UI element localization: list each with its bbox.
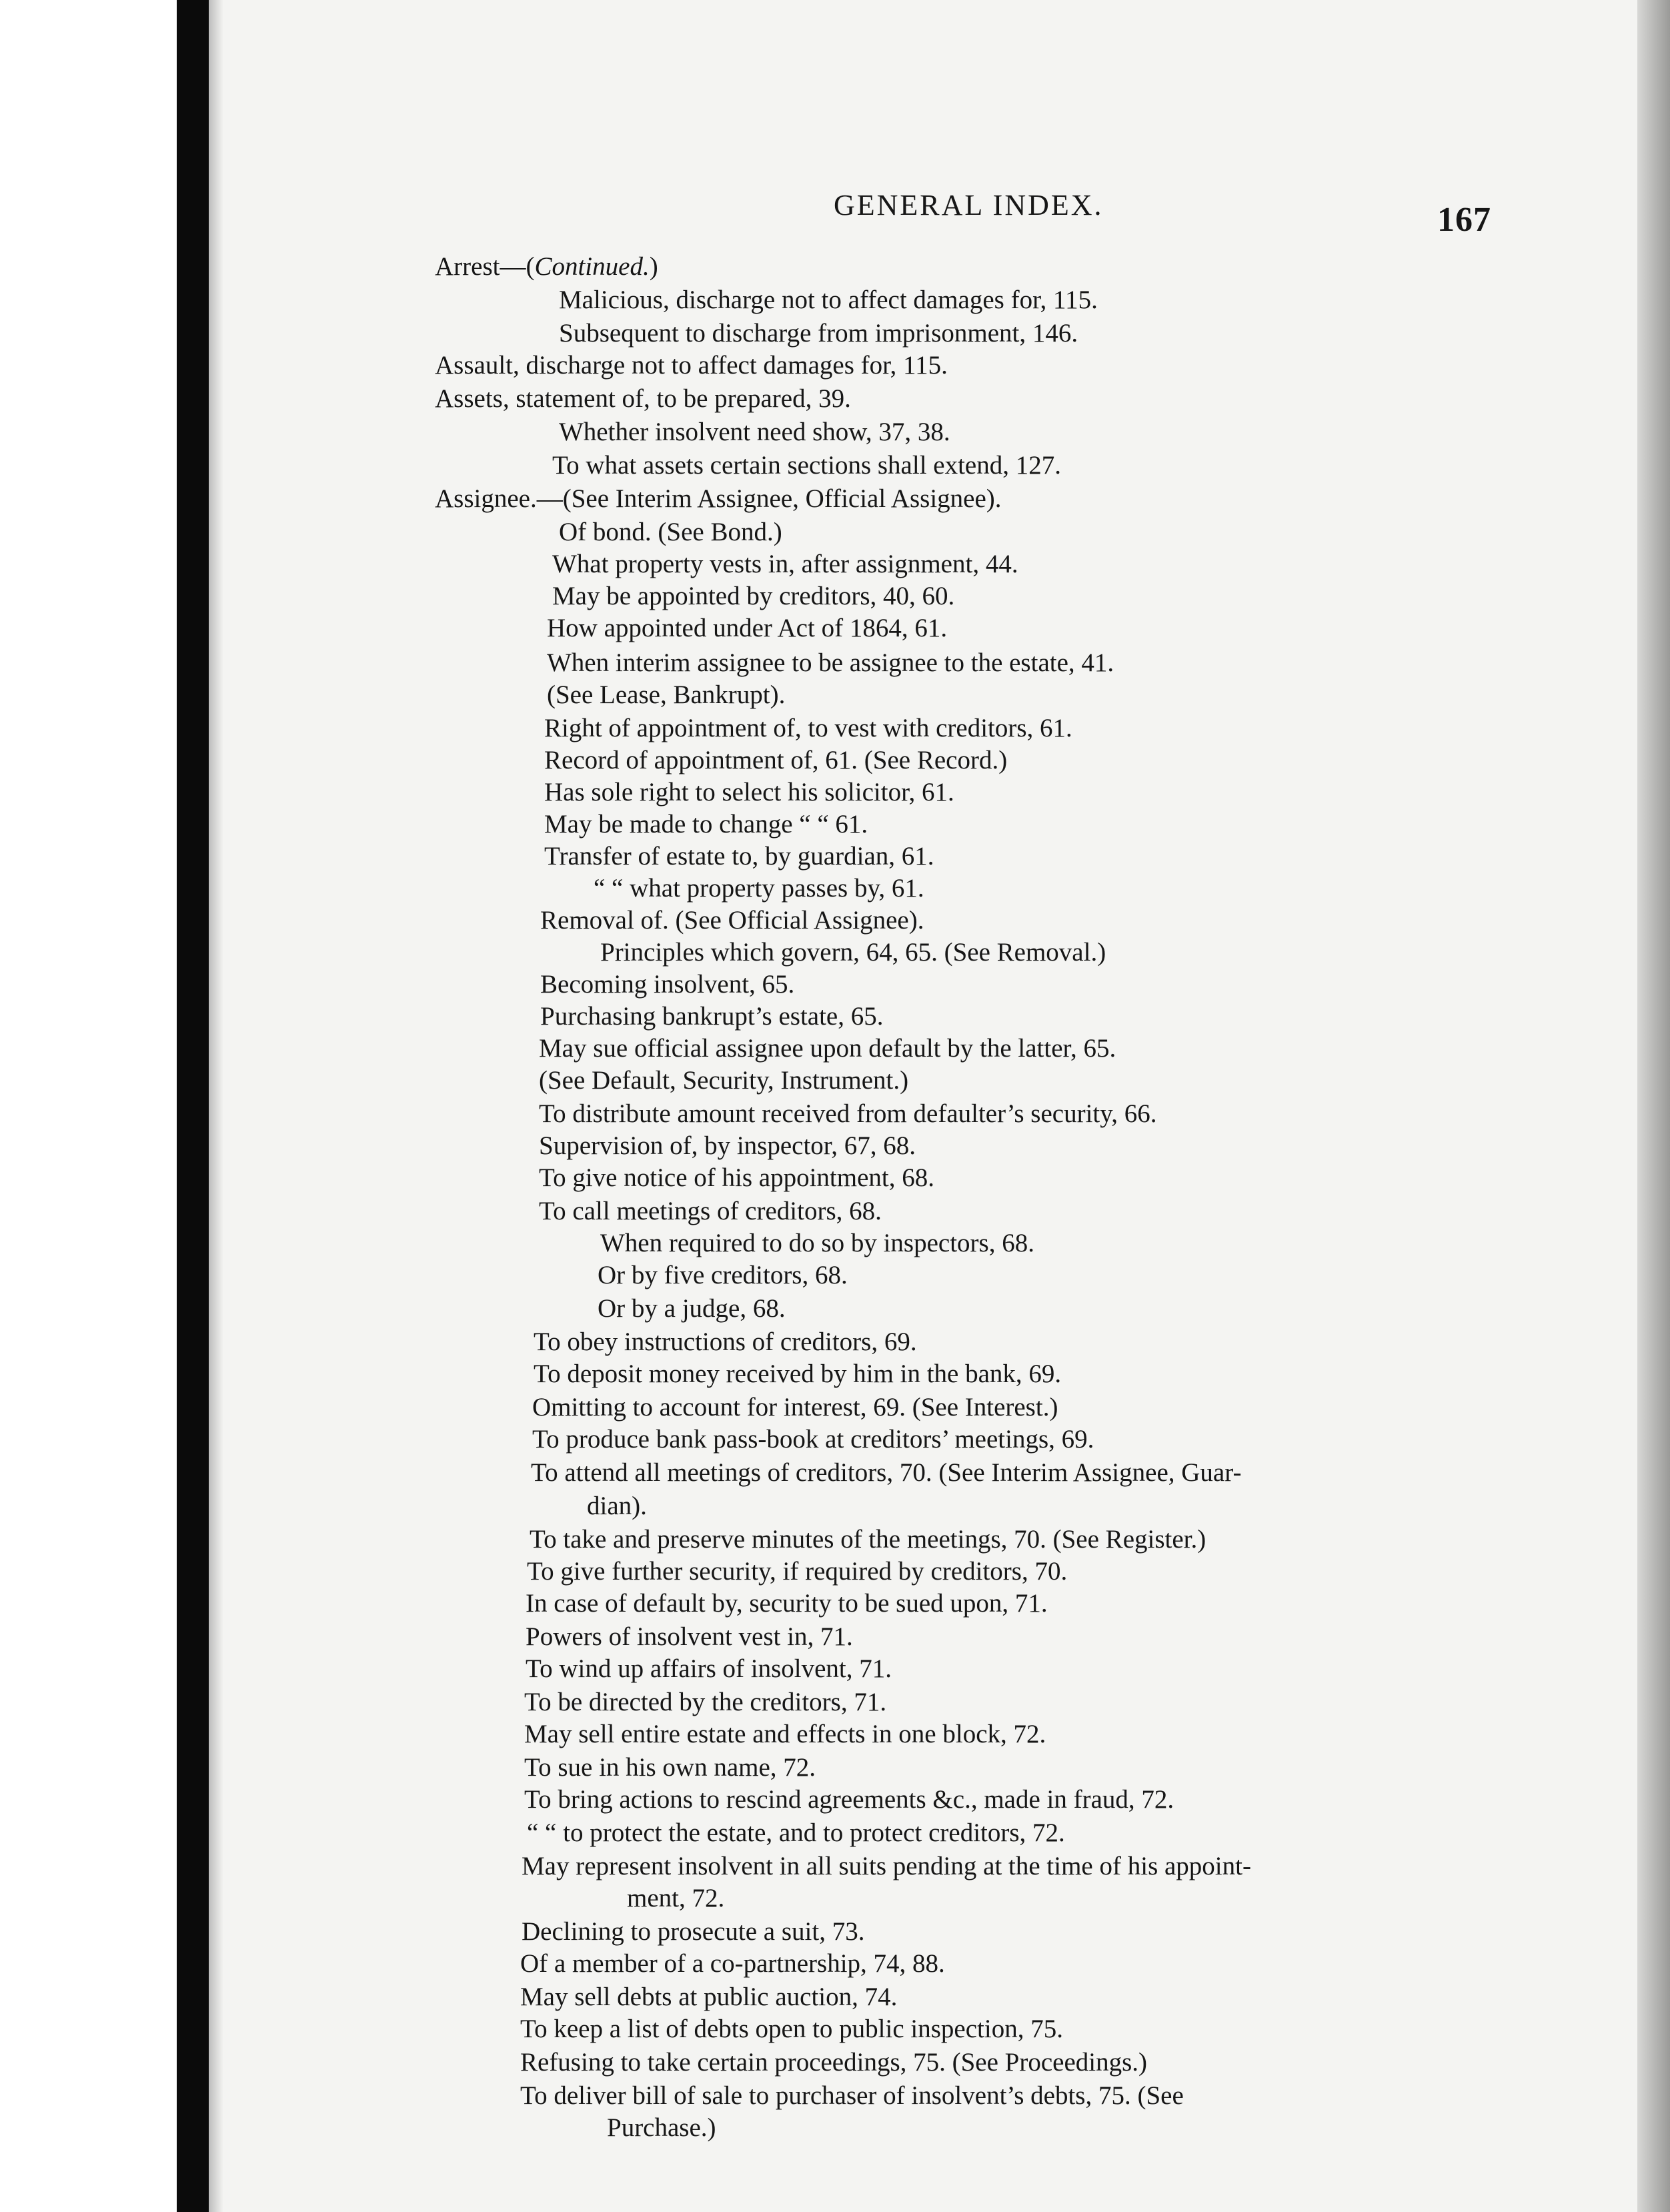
index-entry-text: Subsequent to discharge from imprisonment, 146. bbox=[559, 319, 1078, 348]
index-entry-text: (See Default, Security, Instrument.) bbox=[539, 1066, 909, 1095]
index-entry bbox=[530, 1525, 1206, 1554]
index-entry-text: Assignee.—(See Interim Assignee, Official Assignee). bbox=[435, 484, 1002, 513]
index-entry-text: To bring actions to rescind agreements &c., made in fraud, 72. bbox=[524, 1785, 1174, 1814]
index-entry bbox=[547, 648, 1114, 678]
index-entry bbox=[435, 484, 1002, 514]
index-entry bbox=[524, 1688, 886, 1717]
index-entry-text: To what assets certain sections shall extend, 127. bbox=[552, 451, 1061, 480]
index-entry-text: May sell entire estate and effects in one block, 72. bbox=[524, 1720, 1046, 1748]
index-entry bbox=[598, 1294, 786, 1323]
index-entry-text: ment, 72. bbox=[627, 1884, 725, 1912]
index-entry bbox=[435, 252, 658, 282]
index-entry bbox=[552, 582, 954, 611]
index-entry-text: To deposit money received by him in the bank, 69. bbox=[534, 1359, 1062, 1388]
index-entry bbox=[520, 2081, 1184, 2111]
index-entry bbox=[627, 1884, 724, 1913]
index-entry-text: Becoming insolvent, 65. bbox=[540, 970, 795, 999]
index-entry-text: To be directed by the creditors, 71. bbox=[524, 1688, 887, 1716]
index-entry bbox=[527, 1557, 1067, 1586]
index-entry-text: When required to do so by inspectors, 68. bbox=[600, 1229, 1034, 1257]
index-entry-text: Assets, statement of, to be prepared, 39. bbox=[435, 384, 851, 413]
index-entry bbox=[539, 1163, 934, 1193]
index-entry bbox=[547, 614, 947, 643]
index-entry bbox=[524, 1785, 1174, 1814]
index-entry-text: Of bond. (See Bond.) bbox=[559, 518, 782, 546]
index-entry-text: To wind up affairs of insolvent, 71. bbox=[526, 1654, 892, 1683]
index-entry bbox=[544, 714, 1072, 743]
index-entry bbox=[539, 1034, 1116, 1063]
index-entry bbox=[532, 1425, 1094, 1454]
index-entry bbox=[598, 1261, 848, 1290]
index-entry-text: How appointed under Act of 1864, 61. bbox=[547, 614, 948, 642]
index-entry bbox=[539, 1131, 916, 1161]
index-entry-text: Or by five creditors, 68. bbox=[598, 1261, 848, 1289]
index-entry-text: Assault, discharge not to affect damages for, 115. bbox=[435, 351, 948, 380]
index-entry-text: What property vests in, after assignment, 44. bbox=[552, 550, 1018, 578]
index-entry bbox=[520, 2048, 1147, 2077]
index-entry-text: Transfer of estate to, by guardian, 61. bbox=[544, 842, 934, 871]
index-entry bbox=[600, 938, 1106, 967]
index-entry-text: (See Lease, Bankrupt). bbox=[547, 680, 786, 709]
index-entry-text: “ “ what property passes by, 61. bbox=[594, 874, 924, 903]
index-entry bbox=[600, 1229, 1034, 1258]
index-entry-text: To produce bank pass-book at creditors’ meetings, 69. bbox=[532, 1425, 1094, 1454]
index-entry-text: Or by a judge, 68. bbox=[598, 1294, 786, 1323]
index-entry bbox=[552, 550, 1018, 579]
index-entry-text: Whether insolvent need show, 37, 38. bbox=[559, 418, 950, 446]
index-entry-text: In case of default by, security to be sued upon, 71. bbox=[526, 1589, 1048, 1618]
index-entry bbox=[534, 1327, 917, 1357]
index-entry-text: Supervision of, by inspector, 67, 68. bbox=[539, 1131, 916, 1160]
index-entry-text: Purchase.) bbox=[607, 2113, 716, 2142]
index-entry bbox=[552, 451, 1061, 480]
index-entry bbox=[559, 286, 1098, 315]
index-entry bbox=[540, 906, 924, 935]
index-entry bbox=[587, 1492, 647, 1521]
index-entry bbox=[522, 1917, 864, 1947]
index-entry bbox=[559, 518, 782, 547]
index-entry-text: To keep a list of debts open to public inspection, 75. bbox=[520, 2015, 1063, 2043]
index-entry-text: “ “ to protect the estate, and to protect creditors, 72. bbox=[527, 1818, 1065, 1847]
index-entry-text: Omitting to account for interest, 69. (See Interest.) bbox=[532, 1393, 1058, 1422]
index-entry-text: To deliver bill of sale to purchaser of insolvent’s debts, 75. (See bbox=[520, 2081, 1184, 2110]
index-entry-text: To obey instructions of creditors, 69. bbox=[534, 1327, 917, 1356]
index-entry-text: Principles which govern, 64, 65. (See Removal.) bbox=[600, 938, 1106, 967]
index-entry-text: To give further security, if required by creditors, 70. bbox=[527, 1557, 1068, 1586]
index-entry-text: To give notice of his appointment, 68. bbox=[539, 1163, 934, 1192]
index-entry bbox=[522, 1852, 1251, 1881]
index-entry bbox=[527, 1818, 1065, 1848]
index-entry-text: Removal of. (See Official Assignee). bbox=[540, 906, 924, 935]
index-entry bbox=[544, 778, 954, 807]
index-entry bbox=[544, 746, 1007, 775]
index-entry bbox=[520, 2015, 1063, 2044]
index-entry bbox=[435, 351, 948, 380]
index-entry-text: Powers of insolvent vest in, 71. bbox=[526, 1622, 853, 1651]
index-entry bbox=[540, 970, 794, 999]
index-entry bbox=[526, 1654, 892, 1684]
index-entry-text: Malicious, discharge not to affect damages for, 115. bbox=[559, 286, 1098, 314]
index-entry-text: May be made to change “ “ 61. bbox=[544, 810, 868, 839]
index-entry-text: May represent insolvent in all suits pending at the time of his appoint- bbox=[522, 1852, 1251, 1880]
index-entry-text: Arrest—( bbox=[435, 252, 535, 281]
index-entry-text: Refusing to take certain proceedings, 75. (See Proceedings.) bbox=[520, 2048, 1148, 2077]
index-entry-text: To take and preserve minutes of the meetings, 70. (See Register.) bbox=[530, 1525, 1206, 1554]
index-entry bbox=[520, 1949, 945, 1979]
index-entry-text: Record of appointment of, 61. (See Record.) bbox=[544, 746, 1008, 774]
index-entry-text: May sue official assignee upon default by the latter, 65. bbox=[539, 1034, 1116, 1063]
index-entry-text: Purchasing bankrupt’s estate, 65. bbox=[540, 1002, 884, 1031]
index-entry bbox=[534, 1359, 1061, 1389]
index-entry-suffix: ) bbox=[649, 252, 658, 281]
index-entry-emphasis: Continued. bbox=[534, 252, 650, 281]
index-entry bbox=[524, 1753, 816, 1782]
index-entry-text: Of a member of a co-partnership, 74, 88. bbox=[520, 1949, 945, 1978]
index-entry-text: dian). bbox=[587, 1492, 647, 1520]
index-entry bbox=[547, 680, 785, 710]
index-entry-text: May sell debts at public auction, 74. bbox=[520, 1983, 898, 2011]
index-entry bbox=[435, 384, 851, 414]
index-entry bbox=[594, 874, 924, 903]
index-entry-text: To call meetings of creditors, 68. bbox=[539, 1197, 882, 1225]
index-entry-text: To sue in his own name, 72. bbox=[524, 1753, 816, 1782]
index-entry bbox=[540, 1002, 883, 1031]
index-entry-text: To distribute amount received from defaulter’s security, 66. bbox=[539, 1099, 1157, 1128]
index-entry bbox=[544, 810, 868, 839]
index-entry bbox=[539, 1066, 908, 1095]
page-number: 167 bbox=[1437, 201, 1491, 239]
index-entry bbox=[559, 418, 950, 447]
index-entry bbox=[539, 1197, 882, 1226]
index-entry bbox=[559, 319, 1078, 348]
index-entry bbox=[526, 1589, 1048, 1618]
index-entry bbox=[531, 1458, 1241, 1488]
index-entry bbox=[539, 1099, 1156, 1129]
running-head: GENERAL INDEX. bbox=[834, 189, 1104, 221]
index-entry-text: When interim assignee to be assignee to the estate, 41. bbox=[547, 648, 1114, 677]
index-entry bbox=[607, 2113, 716, 2143]
index-entry bbox=[532, 1393, 1058, 1422]
index-entry bbox=[526, 1622, 853, 1652]
index-entry-text: Declining to prosecute a suit, 73. bbox=[522, 1917, 865, 1946]
index-entry bbox=[544, 842, 934, 871]
index-entry-text: Has sole right to select his solicitor, 61. bbox=[544, 778, 954, 806]
index-entry-text: May be appointed by creditors, 40, 60. bbox=[552, 582, 955, 610]
index-entry bbox=[524, 1720, 1046, 1749]
index-entry-text: To attend all meetings of creditors, 70. (See Interim Assignee, Guar- bbox=[531, 1458, 1242, 1487]
index-entry bbox=[520, 1983, 897, 2012]
index-entry-text: Right of appointment of, to vest with creditors, 61. bbox=[544, 714, 1072, 742]
